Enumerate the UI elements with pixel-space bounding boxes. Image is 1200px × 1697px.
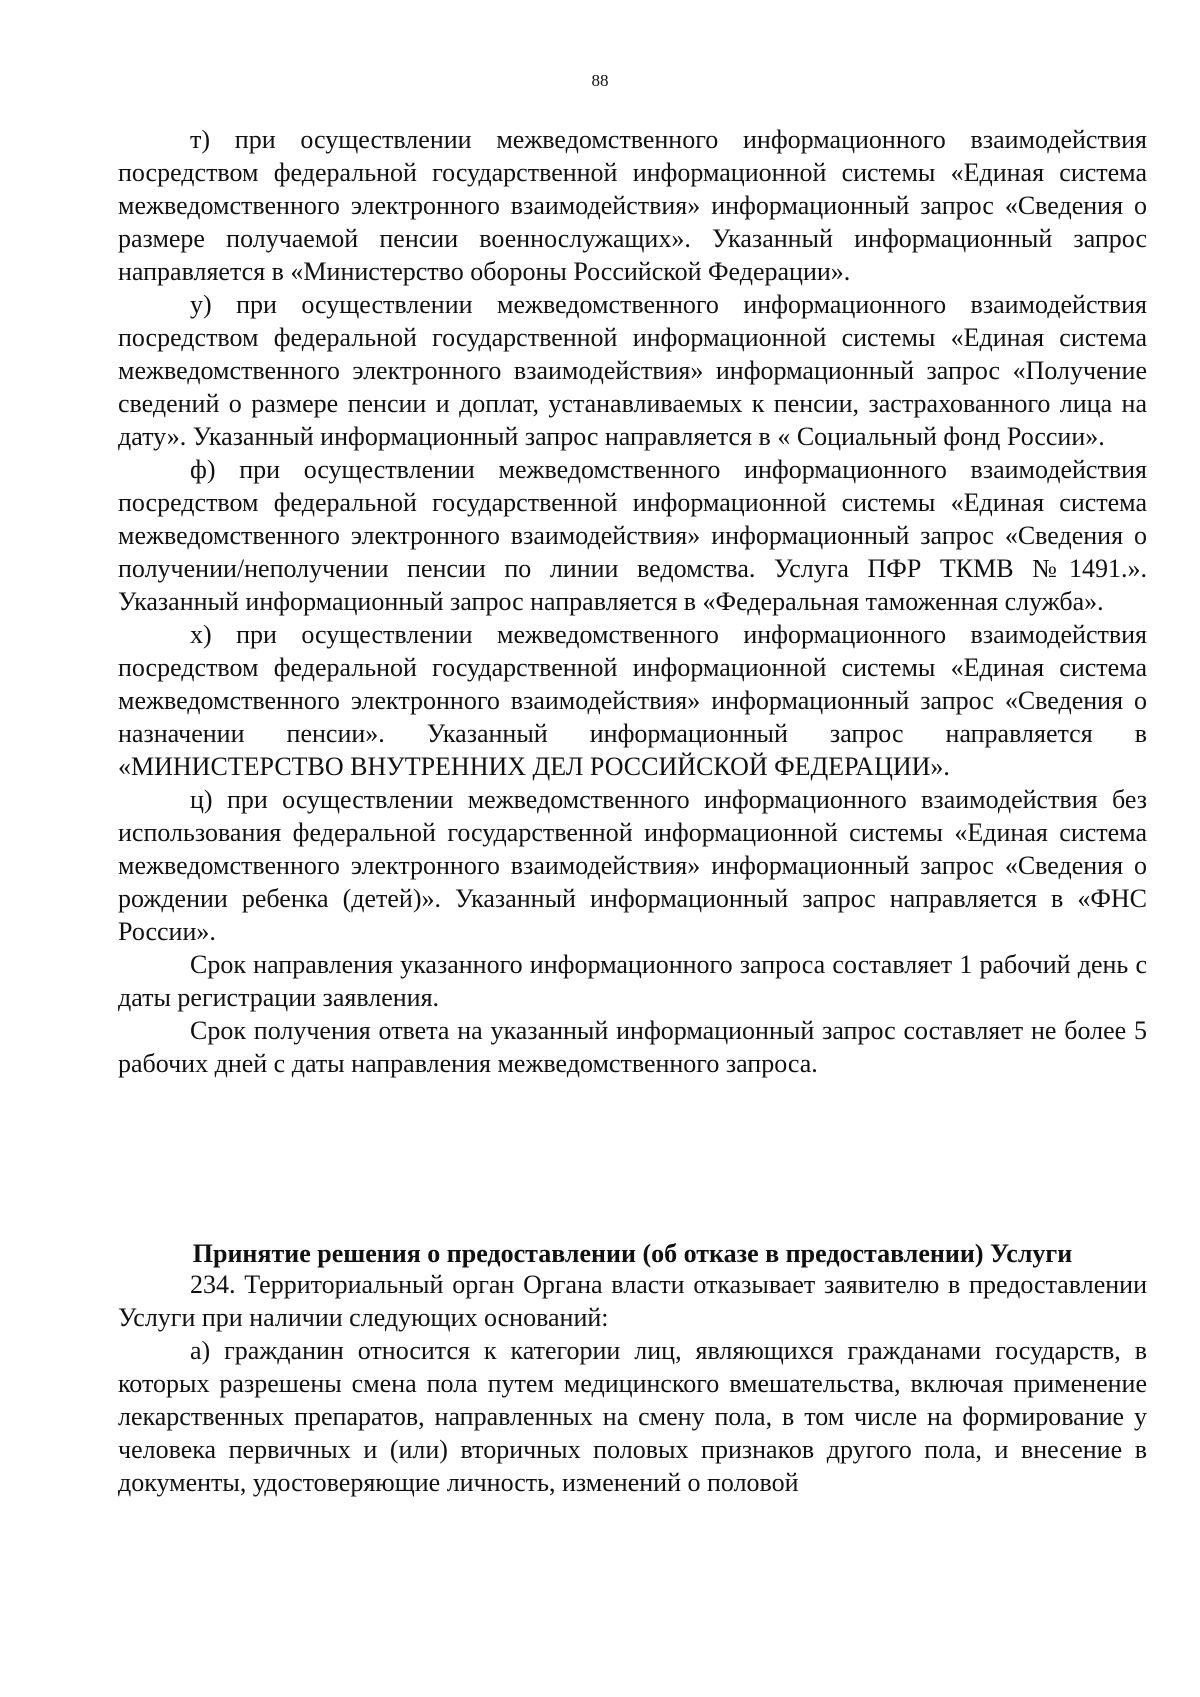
paragraph-item-ts: ц) при осуществлении межведомственного информационного взаимодействия без использования федеральной государственной информационной системы «Единая система межведомственного электронного взаимодействия» информационный запрос «Сведения о рождении ребенка (детей)». Указанный информационный запрос направляется в «ФНС России». [118,785,1147,946]
paragraph-item-a: а) гражданин относится к категории лиц, являющихся гражданами государств, в которых разрешены смена пола путем медицинского вмешательства, включая применение лекарственных препаратов, направленных на смену пола, в том числе на формирование у человека первичных и (или) вторичных половых признаков другого пола, и внесение в документы, удостоверяющие личность, изменений о половой [118,1336,1147,1497]
body-text-before-heading [118,123,1147,1080]
paragraph-response-deadline: Срок получения ответа на указанный информационный запрос составляет не более 5 рабочих дней с даты направления межведомственного запроса. [118,1016,1147,1078]
section-heading: Принятие решения о предоставлении (об отказе в предоставлении) Услуги [192,1239,1073,1268]
page-number: 88 [591,71,609,90]
paragraph-request-deadline: Срок направления указанного информационного запроса составляет 1 рабочий день с даты регистрации заявления. [118,950,1147,1012]
paragraph-item-u: у) при осуществлении межведомственного информационного взаимодействия посредством федеральной государственной информационной системы «Единая система межведомственного электронного взаимодействия» информационный запрос «Получение сведений о размере пенсии и доплат, устанавливаемых к пенсии, застрахованного лица на дату». Указанный информационный запрос направляется в « Социальный фонд России». [118,290,1147,451]
body-text-after-heading [118,1268,1147,1499]
paragraph-item-kh: х) при осуществлении межведомственного информационного взаимодействия посредством федеральной государственной информационной системы «Единая система межведомственного электронного взаимодействия» информационный запрос «Сведения о назначении пенсии». Указанный информационный запрос направляется в «МИНИСТЕРСТВО ВНУТРЕННИХ ДЕЛ РОССИЙСКОЙ ФЕДЕРАЦИИ». [118,620,1147,781]
paragraph-item-f: ф) при осуществлении межведомственного информационного взаимодействия посредством федеральной государственной информационной системы «Единая система межведомственного электронного взаимодействия» информационный запрос «Сведения о получении/неполучении пенсии по линии ведомства. Услуга ПФР ТКМВ №1491.». Указанный информационный запрос направляется в «Федеральная таможенная служба». [118,455,1147,616]
paragraph-234: 234. Территориальный орган Органа власти отказывает заявителю в предоставлении Услуги при наличии следующих оснований: [118,1270,1147,1332]
paragraph-item-t: т) при осуществлении межведомственного информационного взаимодействия посредством федеральной государственной информационной системы «Единая система межведомственного электронного взаимодействия» информационный запрос «Сведения о размере получаемой пенсии военнослужащих». Указанный информационный запрос направляется в «Министерство обороны Российской Федерации». [118,125,1147,286]
